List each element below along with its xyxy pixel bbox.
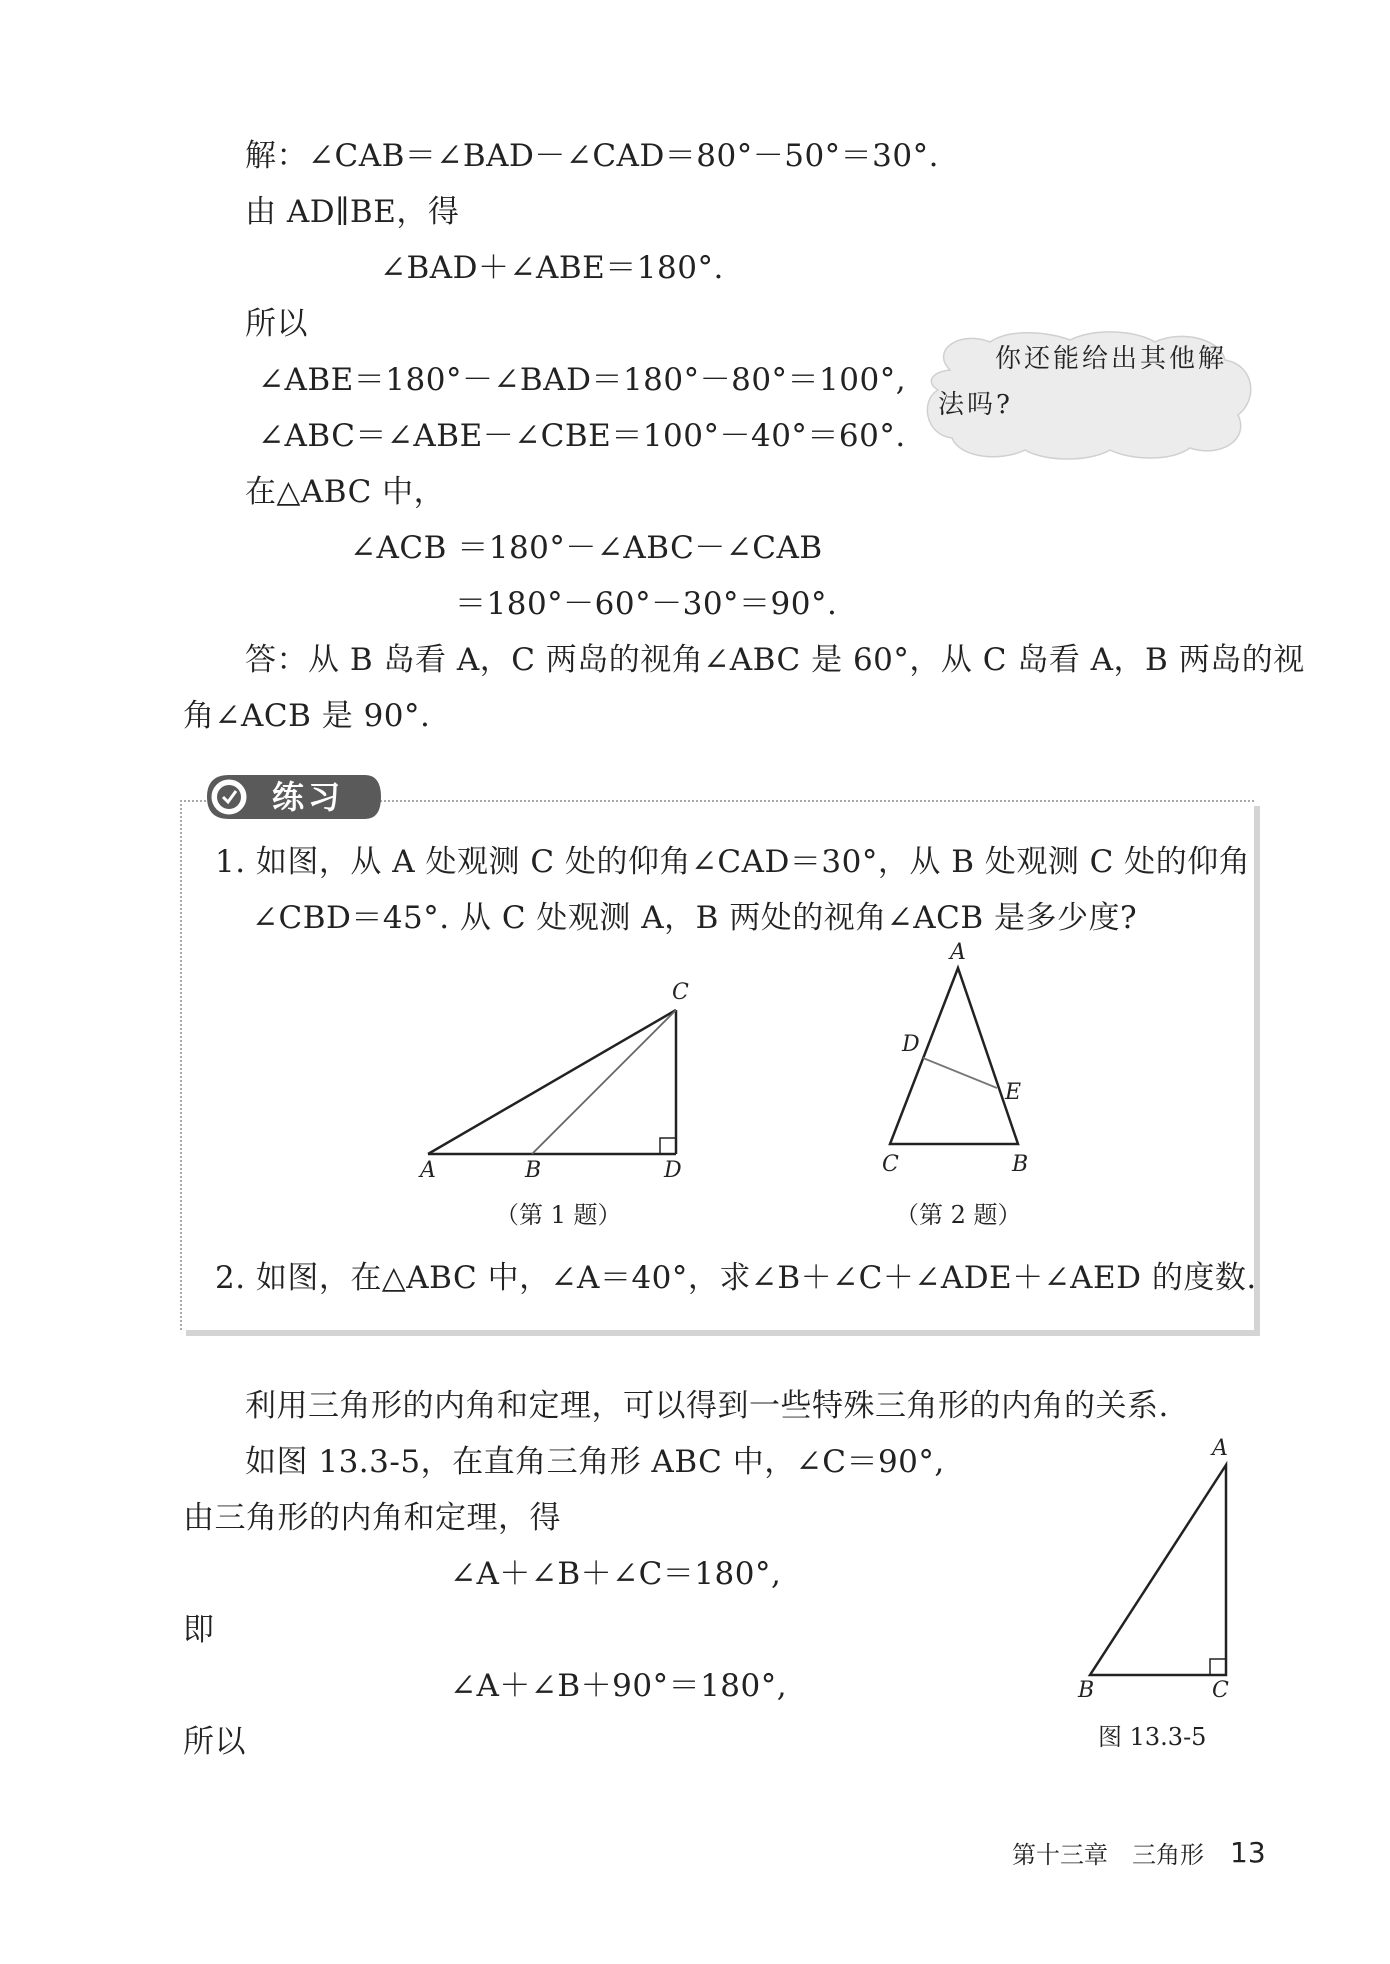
footer-page-number: 13: [1230, 1836, 1266, 1869]
body-p3: 由三角形的内角和定理，得: [183, 1500, 561, 1536]
solution-line-2: 由 AD∥BE，得: [245, 194, 460, 230]
exercise-q2: 2. 如图，在△ABC 中，∠A＝40°，求∠B＋∠C＋∠ADE＋∠AED 的度数.: [215, 1260, 1257, 1296]
fig3-caption: 图 13.3-5: [1098, 1723, 1207, 1751]
footer-chapter: 第十三章 三角形: [1012, 1841, 1204, 1869]
body-eq1: ∠A＋∠B＋∠C＝180°,: [450, 1556, 782, 1592]
answer-line-2: 角∠ACB 是 90°.: [183, 698, 431, 734]
fig1-label-d: D: [664, 1158, 682, 1183]
fig2-label-c: C: [882, 1152, 899, 1177]
fig1-label-c: C: [672, 980, 689, 1005]
bubble-text-2: 法吗?: [938, 390, 1013, 420]
fig1-label-b: B: [525, 1158, 542, 1183]
body-p5: 所以: [183, 1724, 246, 1760]
fig3-label-c: C: [1212, 1678, 1229, 1703]
fig3-label-b: B: [1078, 1678, 1095, 1703]
body-p2: 如图 13.3-5，在直角三角形 ABC 中，∠C＝90°,: [245, 1444, 945, 1480]
fig2-label-b: B: [1012, 1152, 1029, 1177]
solution-line-8: ∠ACB ＝180°－∠ABC－∠CAB: [350, 530, 823, 566]
solution-line-5: ∠ABE＝180°－∠BAD＝180°－80°＝100°,: [258, 362, 907, 398]
answer-line-1: 答：从 B 岛看 A，C 两岛的视角∠ABC 是 60°，从 C 岛看 A，B 两岛的视: [245, 642, 1305, 678]
fig1-caption: （第 1 题）: [495, 1201, 622, 1229]
solution-line-3: ∠BAD＋∠ABE＝180°.: [380, 250, 724, 286]
figure-1: [420, 980, 700, 1180]
fig3-label-a: A: [1212, 1436, 1228, 1461]
solution-line-6: ∠ABC＝∠ABE－∠CBE＝100°－40°＝60°.: [258, 418, 906, 454]
exercise-q1-line-1: 1. 如图，从 A 处观测 C 处的仰角∠CAD＝30°，从 B 处观测 C 处的仰角: [215, 844, 1251, 880]
solution-line-9: ＝180°－60°－30°＝90°.: [455, 586, 838, 622]
solution-line-4: 所以: [245, 306, 308, 342]
fig1-label-a: A: [420, 1158, 436, 1183]
solution-line-1: 解：∠CAB＝∠BAD－∠CAD＝80°－50°＝30°.: [245, 138, 939, 174]
fig2-caption: （第 2 题）: [895, 1201, 1022, 1229]
fig2-label-d: D: [902, 1032, 920, 1057]
fig2-label-e: E: [1005, 1080, 1022, 1105]
body-eq2: ∠A＋∠B＋90°＝180°,: [450, 1668, 788, 1704]
hint-bubble: [920, 330, 1260, 460]
body-p1: 利用三角形的内角和定理，可以得到一些特殊三角形的内角的关系.: [245, 1388, 1169, 1424]
fig2-label-a: A: [950, 940, 966, 965]
figure-13-3-5: [1080, 1455, 1240, 1695]
solution-line-7: 在△ABC 中，: [245, 474, 446, 510]
exercise-q1-line-2: ∠CBD＝45°. 从 C 处观测 A，B 两处的视角∠ACB 是多少度?: [252, 900, 1138, 936]
exercise-title: 练习: [272, 778, 345, 816]
body-p4: 即: [183, 1612, 215, 1648]
bubble-text-1: 你还能给出其他解: [995, 344, 1228, 374]
figure-2: [880, 960, 1040, 1160]
